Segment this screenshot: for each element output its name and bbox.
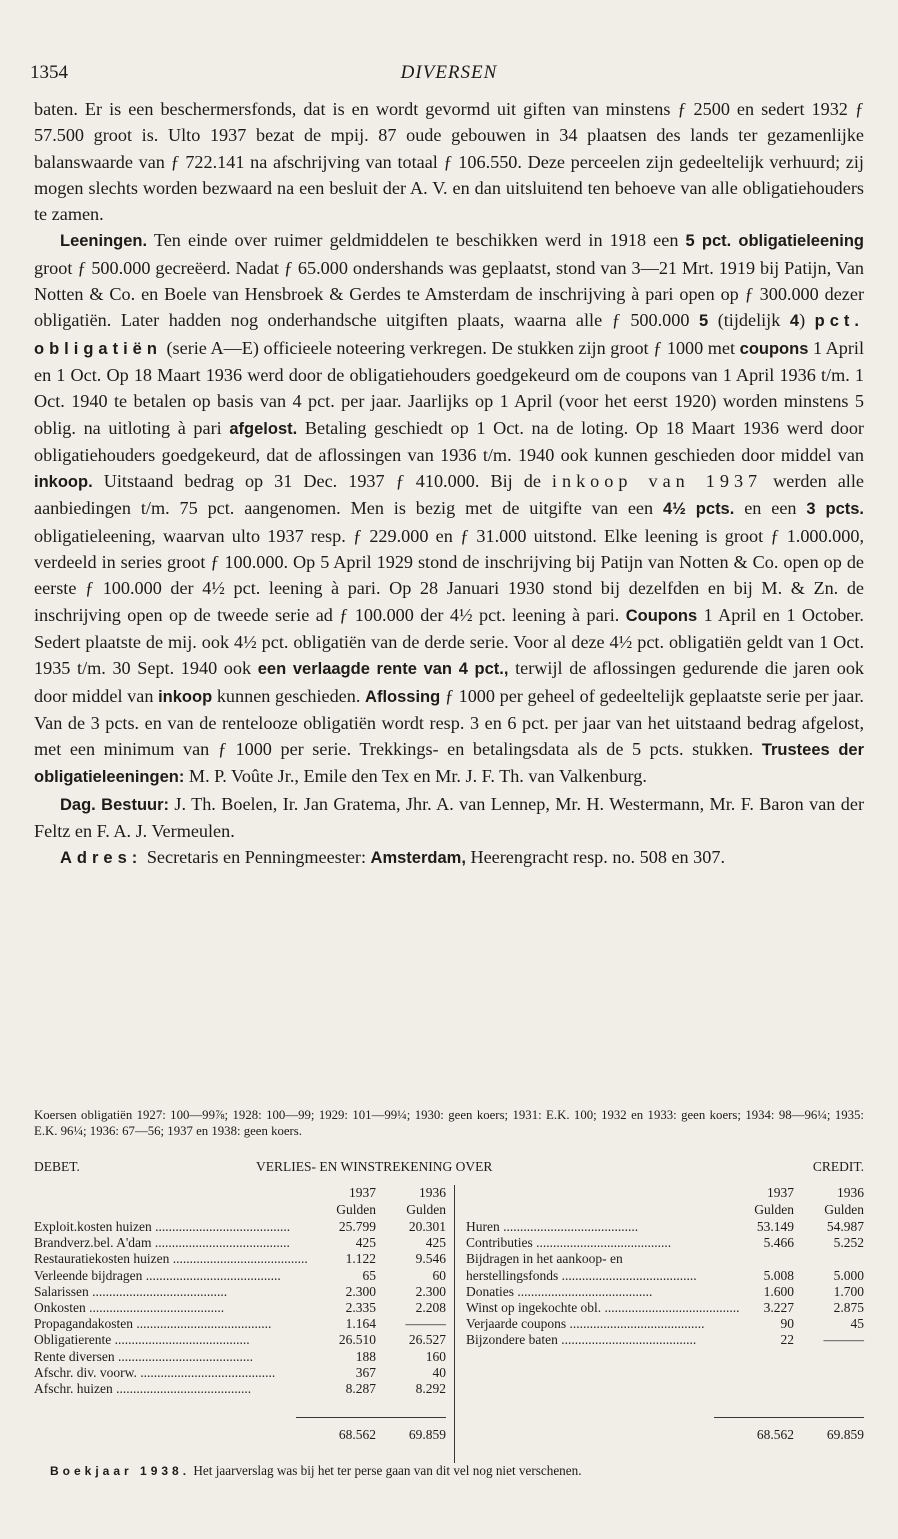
bold-term: 4½ pcts.	[662, 500, 735, 519]
credit-unit-1937: Gulden	[754, 1202, 794, 1217]
debit-row-label: Onkosten ........................................	[34, 1300, 225, 1315]
credit-row-1936: 54.987	[826, 1219, 864, 1234]
debit-row-label: Rente diversen ........................................	[34, 1348, 253, 1364]
bold-term: Dag. Bestuur:	[60, 795, 170, 814]
debit-row-1936: 9.546	[415, 1251, 446, 1267]
credit-row-1936: 1.700	[833, 1283, 864, 1299]
paragraph-1: baten. Er is een beschermersfonds, dat is en wordt gevormd uit giften van minstens ƒ 2500 en sedert 1932 ƒ 57.500 groot is. Ulto 1937 bezat de mpij. 87 oude gebouwen in 34 plaatsen des lands ter gezamenlijke balanswaarde van ƒ 722.141 na afschrijving van totaal ƒ 106.550. Deze perceelen zijn gedeeltelijk verhuurd; zij mogen slechts worden bezwaard na een besluit der A. V. en dan uitsluitend ten behoeve van alle obligatiehouders te zamen.	[34, 99, 864, 225]
text-run: en een	[734, 498, 807, 519]
bold-term: coupons	[739, 339, 809, 358]
debit-row-label: Salarissen ........................................	[34, 1283, 228, 1299]
debit-row-label: Obligatierente ........................................	[34, 1332, 250, 1348]
credit-total-rule	[714, 1417, 864, 1418]
credit-row	[34, 1316, 864, 1332]
bold-term: 5	[698, 312, 709, 331]
section-title: DIVERSEN	[400, 62, 498, 83]
debit-year-1936: 1936	[419, 1185, 446, 1200]
page-number: 1354	[30, 62, 68, 83]
credit-row	[34, 1235, 864, 1251]
debet-label: DEBET.	[34, 1159, 80, 1174]
debit-row-label: Propagandakosten ........................................	[34, 1316, 272, 1332]
credit-row	[34, 1300, 864, 1316]
bold-spaced-term: pct. obligatiën	[34, 312, 864, 358]
credit-row	[34, 1251, 864, 1267]
debit-total-1936: 69.859	[408, 1427, 446, 1442]
credit-row-label: Bijdragen in het aankoop- en	[466, 1251, 623, 1267]
bold-term: Coupons	[625, 606, 698, 625]
debit-row-1936: 20.301	[408, 1219, 446, 1234]
profit-loss-account	[34, 1159, 864, 1442]
account-title: VERLIES- EN WINSTREKENING OVER	[256, 1159, 493, 1174]
credit-row-label: Contributies ........................................	[466, 1235, 672, 1251]
debit-row-1937: 1.164	[345, 1316, 376, 1332]
debit-year-1937: 1937	[349, 1185, 376, 1200]
bold-term: 4	[789, 312, 800, 331]
bold-term: Amsterdam,	[370, 849, 466, 868]
credit-row-1937: 5.466	[763, 1235, 794, 1251]
debit-row-1937: 8.287	[345, 1381, 376, 1396]
text-run: groot ƒ 500.000 gecreëerd. Nadat ƒ 65.000 ondershands was geplaatst, stond van 3—21 Mrt. 1919 bij Patijn, Van Notten & Co. en Boele van Hensbroek & Gerdes te Amsterdam de inschrijving à pari open op ƒ 300.000 dezer obligatiën. Later hadden nog onderhandsche uitgiften plaats, waarna alle ƒ 500.000	[34, 257, 864, 331]
text-run: Uitstaand bedrag op 31 Dec. 1937 ƒ 410.000. Bij de	[92, 471, 552, 492]
bold-term: Trustees der obligatieleeningen:	[34, 741, 864, 787]
debit-row-1936: 2.208	[415, 1300, 446, 1315]
debit-unit-1937: Gulden	[336, 1202, 376, 1217]
bold-term: 3 pcts.	[806, 500, 864, 519]
credit-row	[34, 1332, 864, 1348]
credit-year-1937: 1937	[767, 1185, 794, 1200]
bold-term: inkoop.	[34, 473, 93, 492]
credit-row	[34, 1219, 864, 1235]
debit-row-1937: 2.335	[345, 1300, 376, 1315]
debit-row-1936: 8.292	[415, 1381, 446, 1396]
credit-row-1936: 5.000	[833, 1267, 864, 1283]
credit-row-label: Huren ........................................	[466, 1219, 639, 1234]
credit-row-1936: 2.875	[833, 1300, 864, 1315]
account-heading	[34, 1159, 864, 1179]
debit-row-1937: 1.122	[345, 1251, 376, 1267]
debit-row-label: Brandverz.bel. A'dam ........................................	[34, 1235, 290, 1251]
bold-term: 5 pct. obligatieleening	[685, 232, 864, 251]
credit-row-label: Donaties ........................................	[466, 1283, 653, 1299]
credit-row-label: Bijzondere baten ........................................	[466, 1332, 697, 1348]
bold-term: afgelost.	[229, 419, 298, 438]
debit-row-1937: 425	[355, 1235, 376, 1251]
text-run: J. Th. Boelen, Ir. Jan Gratema, Jhr. A. van Lennep, Mr. H. Westermann, Mr. F. Baron van der Feltz en F. A. J. Vermeulen.	[34, 793, 864, 842]
paragraph-leeningen	[34, 227, 864, 790]
credit-label: CREDIT.	[812, 1159, 864, 1174]
debit-row	[34, 1349, 864, 1365]
text-run: obligatieleening, waarvan ulto 1937 resp. ƒ 229.000 en ƒ 31.000 uitstond. Elke leening is groot ƒ 1.000.000, verdeeld in series groot ƒ 100.000. Op 5 April 1929 stond de inschrijving bij Patijn van Notten & Co. open op de eerste ƒ 100.000 der 4½ pct. leening à pari. Op 28 Januari 1930 stond bij dezelfden en bij M. & Zn. de inschrijving open op de tweede serie ad ƒ 100.000 der 4½ pct. leening à pari.	[34, 525, 864, 625]
text-run: terwijl de aflossingen gedurende die jaren ook door middel van	[34, 658, 865, 706]
credit-row-1937: 90	[780, 1316, 794, 1332]
text-run: kunnen geschieden.	[212, 685, 366, 706]
body-text	[34, 96, 864, 872]
credit-row-1937: 5.008	[763, 1267, 794, 1283]
bold-spaced-term: Adres:	[60, 849, 143, 868]
debit-row	[34, 1365, 864, 1381]
debit-row-label: Afschr. huizen ........................................	[34, 1381, 252, 1396]
text-run: ƒ 1000 per geheel of gedeeltelijk geplaatste serie per jaar. Van de 3 pcts. en van de rentelooze obligatiën wordt resp. 3 en 6 pct. per jaar van het uitstaand bedrag afgelost, met een minimum van ƒ 1000 per serie. Trekkings- en betalingsdata als de 5 pcts. stukken.	[34, 685, 864, 760]
credit-row-1937: 1.600	[763, 1283, 794, 1299]
credit-row-1936: 5.252	[833, 1235, 864, 1251]
footer-note	[50, 1463, 880, 1479]
paragraph-adres	[34, 844, 864, 871]
debit-row-1936: 425	[425, 1235, 446, 1251]
debit-row-1937: 367	[355, 1364, 376, 1380]
debit-row-1937: 2.300	[345, 1283, 376, 1299]
text-run: (tijdelijk	[708, 310, 790, 331]
debit-row-1937: 188	[355, 1348, 376, 1364]
credit-row	[34, 1268, 864, 1284]
credit-year-1936: 1936	[837, 1185, 864, 1200]
debit-row-label: Afschr. div. voorw. ........................................	[34, 1364, 276, 1380]
bold-term: Aflossing	[365, 687, 441, 706]
bold-term: Leeningen.	[60, 232, 148, 251]
credit-row-1937: 22	[780, 1332, 794, 1348]
credit-unit-1936: Gulden	[824, 1202, 864, 1217]
koersen-note: Koersen obligatiën 1927: 100—99⅞; 1928: 100—99; 1929: 101—99¼; 1930: geen koers; 1931: E.K. 100; 1932 en 1933: geen koers; 1934: 98—96¼; 1935: E.K. 96¼; 1936: 67—56; 1937 en 1938: geen koers.	[34, 1108, 864, 1138]
text-run: Ten einde over ruimer geldmiddelen te beschikken werd in 1918 een	[147, 230, 686, 251]
debit-row-1936: 2.300	[415, 1283, 446, 1299]
debit-row-1936: 60	[432, 1267, 446, 1283]
debit-row-1937: 25.799	[338, 1219, 376, 1234]
debit-total-1937: 68.562	[338, 1427, 376, 1442]
debit-total-rule	[296, 1417, 446, 1418]
debit-row-1936: 26.527	[408, 1332, 446, 1348]
text-run: werden alle aanbiedingen t/m. 75 pct. aangenomen. Men is bezig met de uitgifte van een	[34, 471, 864, 519]
credit-row-1936: ———	[823, 1332, 864, 1348]
text-run: )	[799, 310, 815, 331]
footer-label: Boekjaar 1938.	[50, 1464, 191, 1478]
debit-row-1937: 65	[362, 1267, 376, 1283]
debit-row-1936: ———	[405, 1316, 446, 1332]
credit-row-label: Winst op ingekochte obl. ........................................	[466, 1300, 740, 1315]
debit-row-1937: 26.510	[338, 1332, 376, 1348]
debit-row-1936: 160	[425, 1348, 446, 1364]
text-run: 1 April en 1 October. Sedert plaatste de mij. ook 4½ pct. obligatiën van de derde serie. Voor al deze 4½ pct. obligatiën geldt van 1 Oct. 1935 t/m. 30 Sept. 1940 ook	[34, 604, 864, 679]
bold-term: een verlaagde rente van 4 pct.,	[257, 660, 509, 679]
text-run: Secretaris en Penningmeester:	[142, 847, 371, 868]
credit-total-1937: 68.562	[756, 1427, 794, 1442]
text-run: (serie A—E) officieele noteering verkregen. De stukken zijn groot ƒ 1000 met	[161, 337, 740, 358]
page-header	[30, 62, 864, 88]
text-run: 1 April en 1 Oct. Op 18 Maart 1936 werd door de obligatiehouders goedgekeurd om de coupons van 1 April 1936 t/m. 1 Oct. 1940 te betalen op basis van 4 pct. per jaar. Jaarlijks op 1 April (voor het eerst 1920) worden minstens 5 oblig. na uitloting à pari	[34, 337, 865, 438]
credit-row-label: Verjaarde coupons ........................................	[466, 1316, 705, 1332]
spaced-term: inkoop van 1937	[551, 471, 763, 492]
debit-row-label: Verleende bijdragen ........................................	[34, 1267, 281, 1283]
credit-row	[34, 1284, 864, 1300]
debit-row-1936: 40	[432, 1364, 446, 1380]
paragraph-bestuur	[34, 791, 864, 845]
footer-text: Het jaarverslag was bij het ter perse gaan van dit vel nog niet verschenen.	[190, 1463, 582, 1478]
debit-row-label: Restauratiekosten huizen ........................................	[34, 1251, 308, 1267]
debit-row-label: Exploit.kosten huizen ........................................	[34, 1219, 291, 1234]
bold-term: inkoop	[158, 687, 213, 706]
credit-row-1936: 45	[850, 1316, 864, 1332]
credit-total-1936: 69.859	[826, 1427, 864, 1442]
credit-row-label: herstellingsfonds ........................................	[466, 1267, 697, 1283]
debit-row	[34, 1381, 864, 1397]
credit-row-1937: 53.149	[756, 1219, 794, 1234]
text-run: Heerengracht resp. no. 508 en 307.	[465, 847, 726, 868]
text-run: M. P. Voûte Jr., Emile den Tex en Mr. J. F. Th. van Valkenburg.	[184, 766, 647, 787]
text-run: Betaling geschiedt op 1 Oct. na de loting. Op 18 Maart 1936 werd door obligatiehouders goedgekeurd, dat de aflossingen van 1936 t/m. 1940 ook kunnen geschieden door middel van	[34, 417, 864, 465]
debit-unit-1936: Gulden	[406, 1202, 446, 1217]
credit-row-1937: 3.227	[763, 1300, 794, 1315]
